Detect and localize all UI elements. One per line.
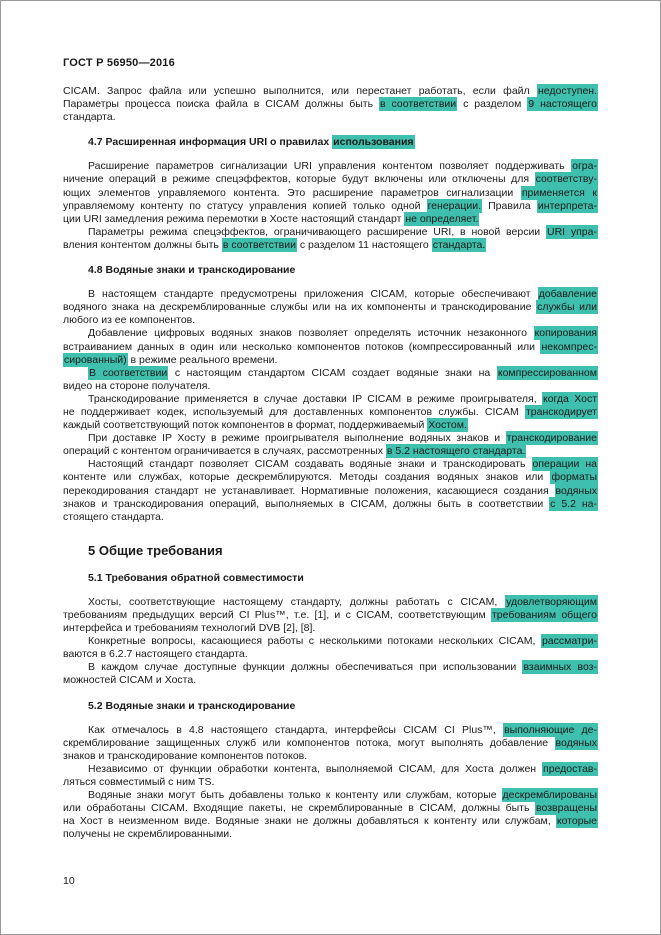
paragraph [63, 367, 598, 393]
highlighted-text: применяется к [521, 186, 598, 199]
highlighted-text: требованиям общего [491, 609, 597, 621]
text-line [63, 471, 598, 484]
text-run: ляться совместимый с ним TS. [63, 776, 215, 789]
highlighted-text: копирования [534, 327, 597, 340]
text-line [63, 314, 598, 327]
text-line [63, 511, 598, 524]
highlighted-text: транскодирует [525, 405, 597, 418]
text-run: в режиме реального времени. [127, 353, 278, 366]
paragraph [63, 288, 598, 327]
highlighted-text: генерации. [427, 199, 481, 212]
text-run: Параметры процесса поиска файла в CICAM должны быть [63, 98, 380, 111]
highlighted-text: соответству- [535, 173, 597, 186]
section-heading [88, 700, 598, 713]
text-run: каждый соответствующий поток компонентов в формат, поддерживаемый [63, 419, 428, 432]
text-run: водяного знака на дескремблированные службы или на их компоненты и транскодирование [63, 301, 537, 314]
text-line [88, 264, 598, 277]
text-run: Расширение параметров сигнализации URI управления контентом позволяет поддерживать [88, 160, 572, 173]
highlighted-text: добавление [538, 288, 597, 301]
text-run: ваются в 6.2.7 настоящего стандарта. [63, 648, 248, 661]
text-line [63, 226, 598, 239]
text-line [63, 498, 598, 511]
text-line [88, 700, 598, 713]
text-line [63, 239, 598, 252]
text-line [63, 635, 598, 648]
highlighted-text: предостав- [543, 762, 597, 775]
text-run: ничение операций в режиме спецэффектов, которые будут включены или отключены для [63, 173, 535, 186]
text-line [63, 802, 598, 815]
text-line [63, 661, 598, 674]
text-run: управляемому контенту по статусу управления копией только одной [63, 199, 427, 212]
text-run: с разделом 11 настоящего [296, 238, 432, 251]
text-line [63, 485, 598, 498]
text-line [63, 213, 598, 226]
text-line [63, 609, 598, 622]
text-run: 4.7 Расширенная информация URI о правилах [88, 136, 333, 149]
text-run: Как отмечалось в 4.8 настоящего стандарта, интерфейсы CICAM CI Plus™, [88, 723, 504, 736]
highlighted-text: удовлетворяющим [506, 595, 597, 608]
text-run: стандарта. [63, 111, 116, 124]
highlighted-text: взаимных воз- [523, 661, 597, 674]
text-line [88, 572, 598, 585]
text-run: или обработаны CICAM. Входящие пакеты, не скремблированные в CICAM, должны быть [63, 802, 536, 815]
paragraph [63, 763, 598, 789]
text-run: 5.1 Требования обратной совместимости [88, 571, 304, 584]
text-run: Добавление цифровых водяных знаков позволяет определять источник незаконного [88, 327, 534, 340]
text-run: видео на стороне получателя. [63, 379, 211, 392]
highlighted-text: В соответствии [89, 366, 168, 379]
highlighted-text: с 5.2 на- [550, 497, 597, 510]
text-line [63, 763, 598, 776]
chapter-heading [88, 543, 598, 559]
paragraph [63, 85, 598, 124]
text-run: В настоящем стандарте предусмотрены приложения CICAM, которые обеспечивают [88, 288, 538, 301]
text-line [63, 737, 598, 750]
paragraph [63, 661, 598, 687]
text-run: с разделом [457, 98, 528, 111]
text-line [63, 458, 598, 471]
paragraph [63, 596, 598, 635]
highlighted-text: огра- [572, 160, 597, 173]
section-heading [88, 136, 598, 149]
text-run: операций с контентом ограничивается в случаях, рассмотренных [63, 445, 386, 458]
text-run: знаков и транскодирование компонентов потоков. [63, 749, 308, 762]
text-line [63, 622, 598, 635]
section-heading [88, 572, 598, 585]
page-content [1, 1, 660, 842]
paragraph [63, 393, 598, 432]
paragraph [63, 789, 598, 841]
text-line [63, 815, 598, 828]
text-run: получены не скремблированными. [63, 828, 233, 841]
highlighted-text: форматы [551, 471, 597, 484]
text-run: контенте или службах, которые дескремблируются. Методы создания водяных знаков или [63, 471, 551, 484]
text-run: Конкретные вопросы, касающиеся работы с несколькими потоками нескольких CICAM, [88, 635, 541, 648]
section-heading [88, 264, 598, 277]
text-line [63, 674, 598, 687]
highlighted-text: сированный) [64, 353, 127, 366]
text-run: перекодирования стандарт не устанавливает. Нормативные положения, касающиеся создания [63, 484, 555, 497]
text-run: с настоящим стандартом CICAM создает водяные знаки на [168, 366, 497, 379]
highlighted-text: интерпрета- [537, 199, 597, 212]
text-line [63, 789, 598, 802]
text-line [63, 288, 598, 301]
text-run: на Хост в неизменном виде. Водяные знаки не должны добавляться к контенту или службам, [63, 815, 556, 828]
highlighted-text: стандарта. [432, 238, 486, 251]
text-run: Транскодирование применяется в случае доставки IP CICAM в режиме проигрывателя, [88, 392, 542, 405]
text-run: Хосты, соответствующие настоящему стандарту, должны работать с CICAM, [88, 595, 506, 608]
text-run: В каждом случае доступные функции должны обеспечиваться при использовании [88, 661, 523, 674]
highlighted-text: URI упра- [546, 225, 597, 238]
highlighted-text: компрессированном [497, 366, 597, 379]
text-run: знаков и транскодирования операций, выполняемых в CICAM, должны быть в соответствии [63, 497, 550, 510]
text-line [63, 341, 598, 354]
standard-number: ГОСТ Р 56950—2016 [63, 57, 175, 69]
highlighted-text: Хостом. [428, 419, 467, 432]
text-line [63, 173, 598, 186]
text-run: Параметры режима спецэффектов, ограничивающего расширение URI, в новой версии [88, 225, 546, 238]
text-line [63, 828, 598, 841]
text-line [88, 543, 598, 559]
paragraph [63, 724, 598, 763]
text-run: 5.2 Водяные знаки и транскодирование [88, 699, 296, 712]
highlighted-text: возвращены [536, 802, 597, 815]
highlighted-text: выполняющие де- [504, 723, 597, 736]
text-line [63, 187, 598, 200]
text-run: стоящего стандарта. [63, 510, 164, 523]
text-line [63, 160, 598, 173]
text-run: CICAM. Запрос файла или успешно выполнится, или перестанет работать, если файл [63, 85, 537, 97]
paragraph [63, 458, 598, 523]
text-line [63, 724, 598, 737]
text-line [63, 445, 598, 458]
text-line [63, 406, 598, 419]
paragraph [63, 160, 598, 225]
text-line [63, 200, 598, 213]
text-line [63, 750, 598, 763]
paragraph [63, 226, 598, 252]
paragraph [63, 635, 598, 661]
highlighted-text: использования [333, 136, 414, 149]
text-line [63, 354, 598, 367]
text-run: 5 Общие требования [88, 542, 223, 558]
highlighted-text: некомпрес- [541, 340, 597, 353]
text-run: Правила [482, 199, 537, 212]
text-run: скремблирование защищенных служб или компонентов потока, могут выполнять добавление [63, 736, 555, 749]
highlighted-text: транскодирование [506, 432, 597, 445]
highlighted-text: не определяет. [405, 212, 479, 225]
paragraph [63, 432, 598, 458]
text-line [63, 98, 598, 111]
text-run: любого из ее компонентов. [63, 314, 196, 327]
highlighted-text: 9 настоящего [528, 98, 597, 111]
text-run: ции URI замедления режима перемотки в Хосте настоящий стандарт [63, 212, 405, 225]
text-line [63, 85, 598, 98]
text-run: Водяные знаки могут быть добавлены только к контенту или службам, которые [88, 789, 502, 802]
highlighted-text: недоступен. [537, 85, 597, 97]
text-run: интерфейса и требованиям технологий DVB [2], [8]. [63, 622, 316, 635]
highlighted-text: в соответствии [222, 238, 296, 251]
highlighted-text: в соответствии [380, 98, 457, 111]
highlighted-text: которые [556, 815, 597, 828]
highlighted-text: рассматри- [541, 635, 597, 648]
highlighted-text: операции на [532, 458, 597, 471]
text-run: 4.8 Водяные знаки и транскодирование [88, 264, 296, 277]
text-run: встраиванием данных в один или несколько компонентов потоков (компрессированный или [63, 340, 541, 353]
document-content [63, 85, 598, 842]
text-line [63, 648, 598, 661]
text-run: можностей CICAM и Хоста. [63, 674, 197, 687]
text-run: не поддерживает кодек, используемый для доставленных компонентов службы. CICAM [63, 405, 525, 418]
text-run: ющих элементов управляемого контента. Это расширение параметров сигнализации [63, 186, 521, 199]
highlighted-text: в 5.2 настоящего стандарта. [386, 445, 526, 458]
paragraph [63, 327, 598, 366]
text-run: вления контентом должны быть [63, 238, 222, 251]
text-run: Независимо от функции обработки контента, выполняемой CICAM, для Хоста должен [88, 762, 543, 775]
text-run: Настоящий стандарт позволяет CICAM создавать водяные знаки и транскодировать [88, 458, 532, 471]
text-line [63, 380, 598, 393]
text-line [63, 327, 598, 340]
text-line [63, 367, 598, 380]
text-line [63, 301, 598, 314]
text-run: требованиям предыдущих версий CI Plus™, т.е. [1], и с CICAM, соответствующим [63, 609, 491, 621]
page-number: 10 [63, 875, 75, 887]
highlighted-text: службы или [537, 301, 597, 314]
highlighted-text: водяных [555, 484, 597, 497]
text-line [88, 136, 598, 149]
highlighted-text: дескремблированы [502, 789, 597, 802]
highlighted-text: водяных [555, 736, 597, 749]
text-line [63, 111, 598, 124]
highlighted-text: когда Хост [543, 392, 597, 405]
text-line [63, 393, 598, 406]
text-run: При доставке IP Хосту в режиме проигрывателя выполнение водяных знаков и [88, 432, 506, 445]
